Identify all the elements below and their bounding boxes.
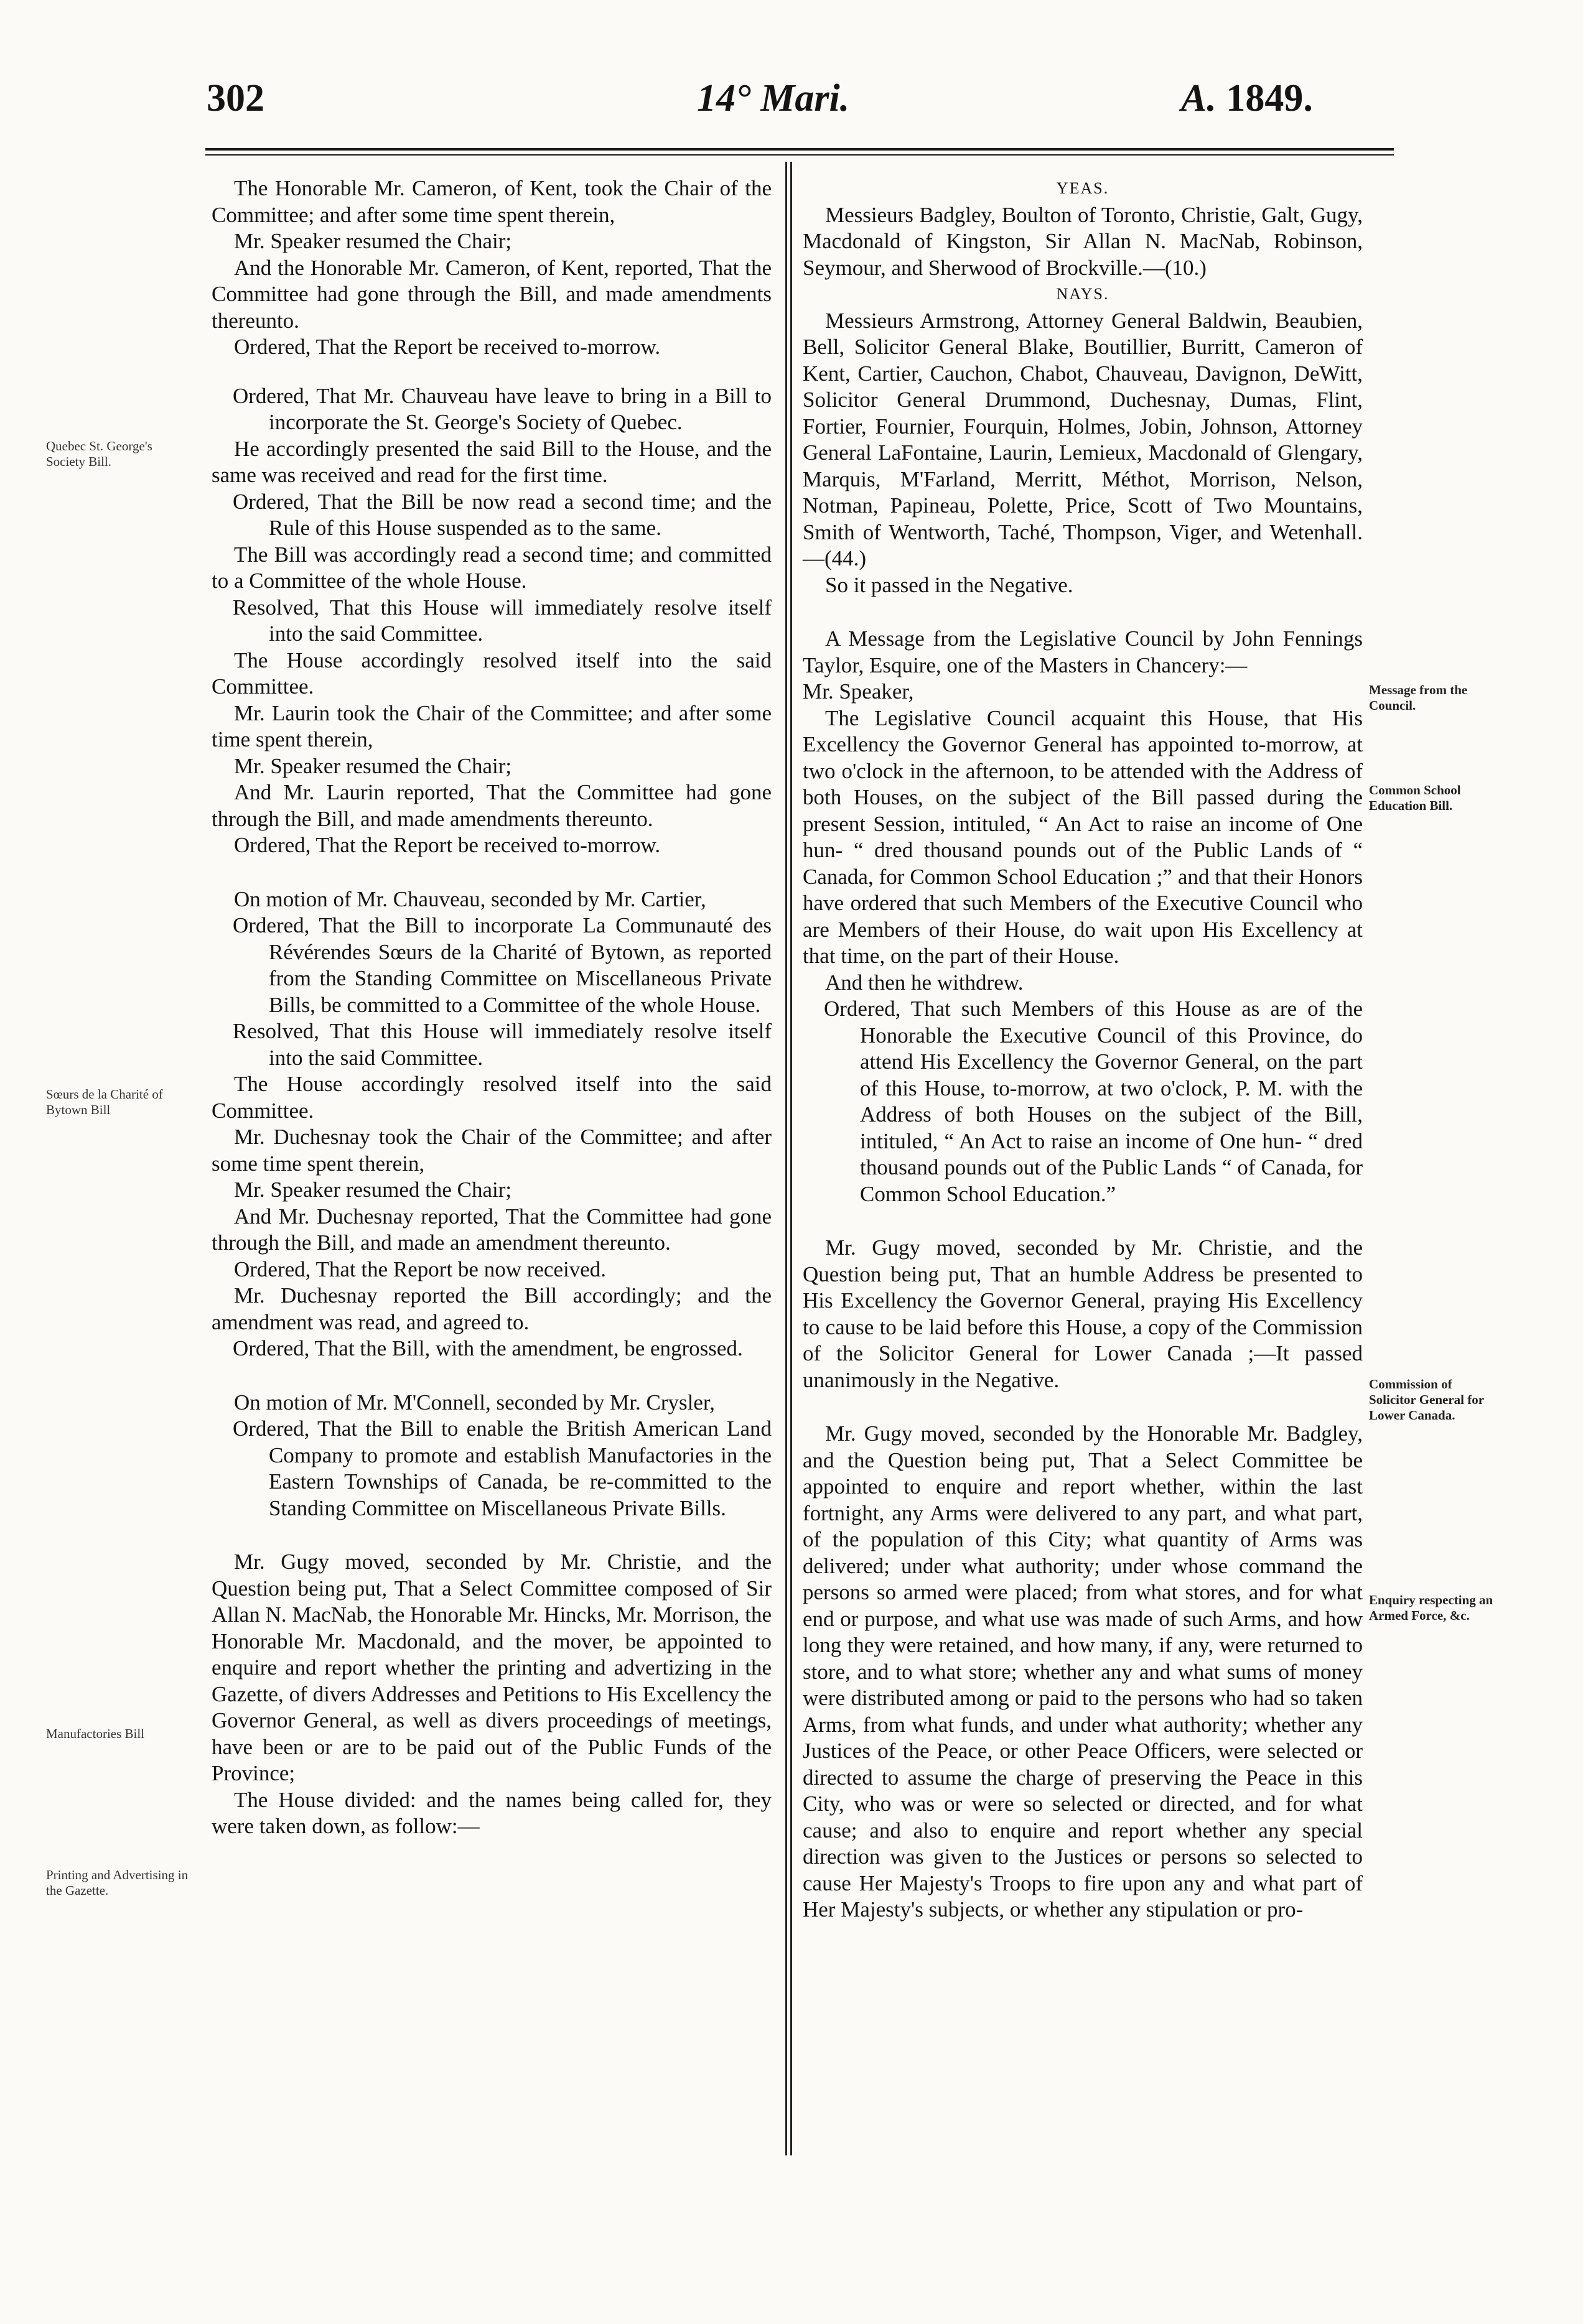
paragraph: Mr. Gugy moved, seconded by Mr. Christie, and the Question being put, That an humble Address be presented to His Excellency the Governor General, praying His Excellency to cause to be laid before this House, a copy of the Commission of the Solicitor General for Lower Canada ;—It passed unanimously in the Negative. (803, 1235, 1363, 1392)
margin-note-printing: Printing and Advertising in the Gazette. (46, 1867, 189, 1898)
paragraph: Resolved, That this House will immediately resolve itself into the said Committee. (233, 1019, 772, 1070)
paragraph: Ordered, That the Bill to incorporate La Communauté des Révérendes Sœurs de la Charité of Bytown, as reported from the Standing Committee on Miscellaneous Private Bills, be committed to a Committee of the whole House. (233, 913, 772, 1017)
paragraph: The House divided: and the names being called for, they were taken down, as follow:— (212, 1787, 772, 1838)
header-rule-thick (205, 148, 1394, 151)
paragraph: And Mr. Laurin reported, That the Committee had gone through the Bill, and made amendments thereunto. (212, 780, 772, 831)
paragraph: And Mr. Duchesnay reported, That the Committee had gone through the Bill, and made an amendment thereunto. (212, 1204, 772, 1255)
margin-note-manufactories: Manufactories Bill (46, 1726, 145, 1741)
paragraph: Resolved, That this House will immediately resolve itself into the said Committee. (233, 595, 772, 646)
header-rule-thin (205, 154, 1394, 156)
paragraph: The House accordingly resolved itself into the said Committee. (212, 648, 772, 699)
paragraph: The Legislative Council acquaint this House, that His Excellency the Governor General has appointed to-morrow, at two o'clock in the afternoon, to be attended with the Address of both Houses, on the subject of the Bill passed during the present Session, intituled, “ An Act to raise an income of One hun- “ dred thousand pounds out of the Public Lands of “ Canada, for Common School Education ;” and that their Honors have ordered that such Members of the Executive Council who are Members of their House, do wait upon His Excellency at that time, on the part of their House. (803, 705, 1363, 968)
margin-note-commission-solicitor: Commission of Solicitor General for Lower Canada. (1369, 1377, 1484, 1423)
paragraph: Ordered, That the Bill, with the amendment, be engrossed. (233, 1336, 743, 1360)
page-date: 14° Mari. (697, 77, 850, 119)
paragraph: A Message from the Legislative Council by John Fennings Taylor, Esquire, one of the Masters in Chancery:— (803, 626, 1363, 677)
page-number: 302 (207, 77, 264, 119)
paragraph: Mr. Speaker, (803, 679, 914, 704)
margin-note-common-school: Common School Education Bill. (1369, 783, 1461, 813)
paragraph: And then he withdrew. (825, 970, 1024, 995)
paragraph: And the Honorable Mr. Cameron, of Kent, reported, That the Committee had gone through the Bill, and made amendments thereunto. (212, 255, 772, 333)
yeas-list: Messieurs Badgley, Boulton of Toronto, Christie, Galt, Gugy, Macdonald of Kingston, Sir Allan N. MacNab, Robinson, Seymour, and Sherwood of Brockville.—(10.) (803, 202, 1363, 280)
paragraph: He accordingly presented the said Bill to the House, and the same was received and read for the first time. (212, 436, 772, 487)
column-divider-left (785, 162, 787, 2155)
paragraph: Ordered, That the Bill to enable the British American Land Company to promote and establish Manufactories in the Eastern Townships of Canada, be re-committed to the Standing Committee on Miscellaneous Private Bills. (233, 1416, 772, 1520)
paragraph: Mr. Speaker resumed the Chair; (234, 753, 512, 778)
paragraph: On motion of Mr. M'Connell, seconded by Mr. Crysler, (234, 1390, 715, 1415)
margin-note-enquiry-armed: Enquiry respecting an Armed Force, &c. (1369, 1592, 1493, 1623)
nays-list: Messieurs Armstrong, Attorney General Baldwin, Beaubien, Bell, Solicitor General Blake, Boutillier, Burritt, Cameron of Kent, Cartier, Cauchon, Chabot, Chauveau, Davignon, DeWitt, Solicitor General Drummond, Duchesnay, Dumas, Flint, Fortier, Fournier, Fourquin, Holmes, Jobin, Johnson, Attorney General LaFontaine, Laurin, Lemieux, Macdonald of Glengary, Marquis, M'Farland, Merritt, Méthot, Morrison, Nelson, Notman, Papineau, Polette, Price, Scott of Two Mountains, Smith of Wentworth, Taché, Thompson, Viger, and Wetenhall.—(44.) (803, 308, 1363, 570)
paragraph: Ordered, That such Members of this House as are of the Honorable the Executive Council of this Province, do attend His Excellency the Governor General, on the part of this House, to-morrow, at two o'clock, P. M. with the Address of both Houses on the subject of the Bill, intituled, “ An Act to raise an income of One hun- “ dred thousand pounds out of the Public Lands “ of Canada, for Common School Education.” (824, 997, 1363, 1206)
left-column (212, 175, 772, 1840)
paragraph: Mr. Speaker resumed the Chair; (234, 229, 512, 253)
margin-note-soeurs-charite: Sœurs de la Charité of Bytown Bill (46, 1087, 163, 1117)
paragraph: The Bill was accordingly read a second time; and committed to a Committee of the whole House. (212, 542, 772, 593)
paragraph: The Honorable Mr. Cameron, of Kent, took the Chair of the Committee; and after some time spent therein, (212, 176, 772, 227)
year-value: 1849. (1226, 77, 1313, 119)
year-prefix: A. (1181, 77, 1216, 119)
paragraph: Ordered, That the Report be received to-morrow. (234, 335, 661, 359)
paragraph: Mr. Duchesnay reported the Bill accordingly; and the amendment was read, and agreed to. (212, 1283, 772, 1334)
paragraph: Mr. Duchesnay took the Chair of the Committee; and after some time spent therein, (212, 1125, 772, 1176)
division-result: So it passed in the Negative. (825, 572, 1073, 597)
paragraph: Ordered, That Mr. Chauveau have leave to bring in a Bill to incorporate the St. George's Society of Quebec. (233, 383, 772, 434)
paragraph: Ordered, That the Report be received to-morrow. (234, 833, 661, 857)
yeas-label: YEAS. (1056, 179, 1109, 197)
column-divider-right (790, 162, 792, 2155)
margin-note-message-council: Message from the Council. (1369, 682, 1468, 713)
paragraph: The House accordingly resolved itself into the said Committee. (212, 1072, 772, 1123)
page-year (1181, 73, 1313, 123)
running-header (0, 73, 1583, 129)
paragraph: Mr. Gugy moved, seconded by the Honorable Mr. Badgley, and the Question being put, That a Select Committee be appointed to enquire and report whether, within the last fortnight, any Arms were delivered to any part, and what part, of the population of this City; what quantity of Arms was delivered; under what authority; under whose command the persons so armed were placed; from what stores, and for what end or purpose, and what use was made of such Arms, and how long they were retained, and how many, if any, were returned to store, and to what store; whether any and what sums of money were distributed among or paid to the persons who had so taken Arms, from what funds, and under what authority; whether any Justices of the Peace, or other Peace Officers, were selected or directed to assume the charge of preserving the Peace in this City, who was or were so selected or directed, and for what cause; and also to enquire and report whether any special direction was given to the Justices or persons so selected to cause Her Majesty's Troops to fire upon any and what part of Her Majesty's subjects, or whether any stipulation or pro- (803, 1421, 1363, 1922)
paragraph: Ordered, That the Bill be now read a second time; and the Rule of this House suspended as to the same. (233, 489, 772, 540)
paragraph: Mr. Laurin took the Chair of the Committee; and after some time spent therein, (212, 700, 772, 751)
paragraph: On motion of Mr. Chauveau, seconded by Mr. Cartier, (234, 886, 706, 911)
paragraph: Mr. Gugy moved, seconded by Mr. Christie, and the Question being put, That a Select Committee composed of Sir Allan N. MacNab, the Honorable Mr. Hincks, Mr. Morrison, the Honorable Mr. Macdonald, and the mover, be appointed to enquire and report whether the printing and advertizing in the Gazette, of divers Addresses and Petitions to His Excellency the Governor General, as well as divers proceedings of meetings, have been or are to be paid out of the Public Funds of the Province; (212, 1550, 772, 1785)
right-column (803, 175, 1363, 1923)
margin-note-quebec-society: Quebec St. George's Society Bill. (46, 439, 152, 469)
nays-label: NAYS. (1056, 285, 1109, 303)
paragraph: Mr. Speaker resumed the Chair; (234, 1178, 512, 1202)
paragraph: Ordered, That the Report be now received. (234, 1257, 607, 1281)
